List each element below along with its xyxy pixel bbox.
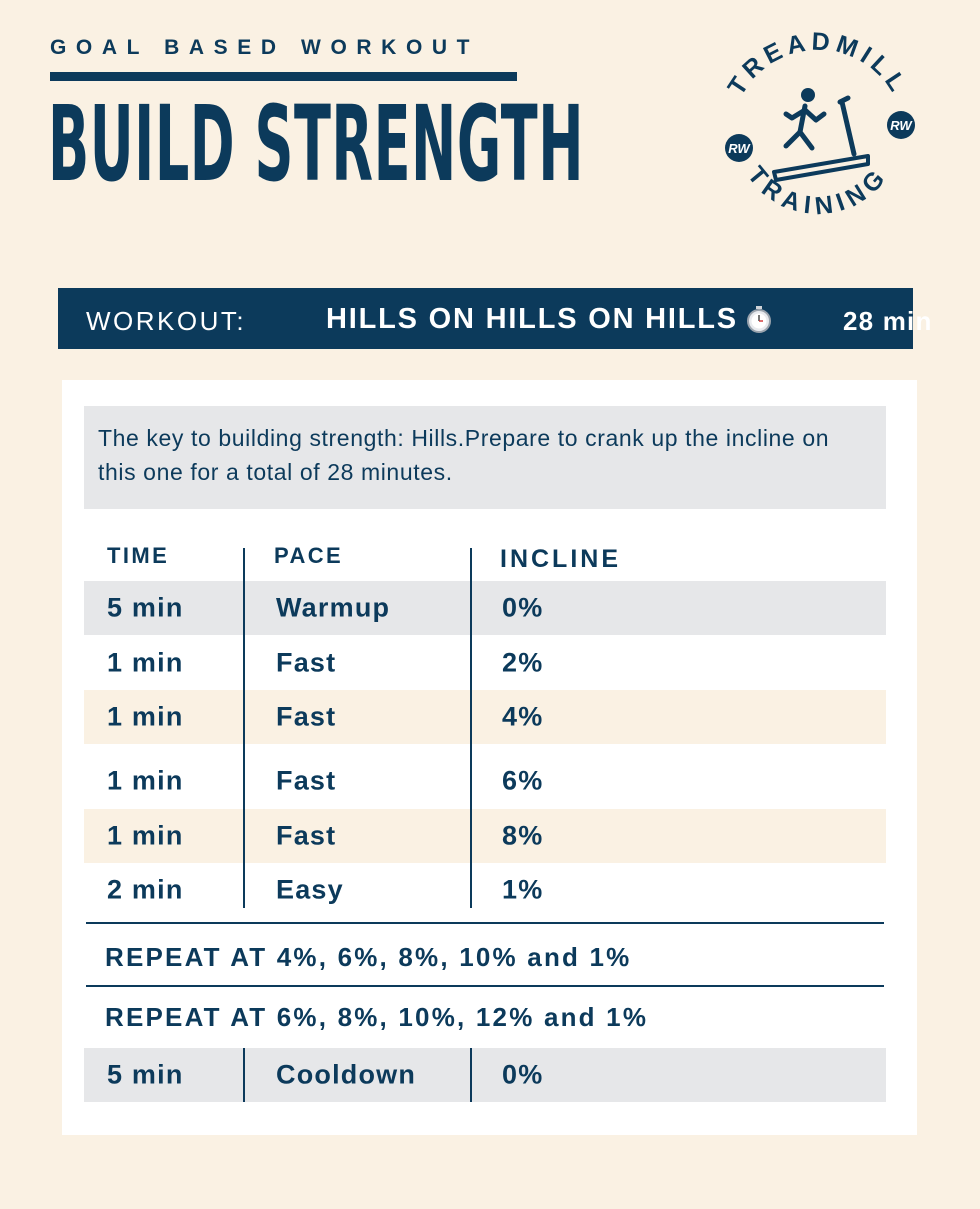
pace-cell: Fast	[276, 820, 337, 851]
column-header-time: TIME	[107, 543, 170, 568]
incline-cell: 8%	[502, 820, 544, 851]
table-row	[84, 809, 886, 863]
repeat-instruction: REPEAT AT 6%, 8%, 10%, 12% and 1%	[105, 1002, 649, 1032]
table-row	[84, 754, 886, 808]
treadmill-training-badge	[712, 30, 924, 242]
section-divider	[86, 985, 884, 987]
pace-cell: Fast	[276, 765, 337, 796]
page-title: BUILD STRENGTH	[48, 83, 584, 205]
incline-cell: 0%	[502, 592, 544, 623]
pace-cell: Fast	[276, 701, 337, 732]
pace-cell: Cooldown	[276, 1059, 417, 1090]
time-cell: 5 min	[107, 592, 184, 623]
column-divider	[243, 1048, 245, 1102]
incline-cell: 6%	[502, 765, 544, 796]
svg-text:RW: RW	[890, 118, 912, 133]
column-divider	[470, 548, 472, 908]
kicker-text: GOAL BASED WORKOUT	[50, 36, 480, 59]
table-row	[84, 863, 886, 917]
column-divider	[470, 1048, 472, 1102]
table-row	[84, 690, 886, 744]
time-cell: 2 min	[107, 874, 184, 905]
pace-cell: Fast	[276, 647, 337, 678]
workout-name: HILLS ON HILLS ON HILLS	[326, 303, 738, 335]
rw-left-icon	[725, 134, 753, 162]
incline-cell: 0%	[502, 1059, 544, 1090]
workout-duration: 28 min	[843, 306, 933, 336]
pace-cell: Warmup	[276, 592, 391, 623]
column-divider	[243, 548, 245, 908]
treadmill-runner-icon	[774, 88, 868, 180]
workout-banner	[58, 288, 933, 349]
time-cell: 5 min	[107, 1059, 184, 1090]
incline-cell: 1%	[502, 874, 544, 905]
badge-bottom-text: TRAINING	[741, 160, 895, 221]
badge-top-text: TREADMILL	[722, 30, 914, 101]
time-cell: 1 min	[107, 701, 184, 732]
time-cell: 1 min	[107, 765, 184, 796]
column-header-pace: PACE	[274, 543, 344, 568]
kicker-underline	[50, 72, 517, 81]
time-cell: 1 min	[107, 820, 184, 851]
pace-cell: Easy	[276, 874, 344, 905]
table-row	[84, 581, 886, 635]
rw-right-icon	[887, 111, 915, 139]
incline-cell: 4%	[502, 701, 544, 732]
cooldown-row	[84, 1048, 886, 1102]
repeat-instruction: REPEAT AT 4%, 6%, 8%, 10% and 1%	[105, 942, 632, 972]
table-row	[84, 636, 886, 690]
intro-text: The key to building strength: Hills.Prepare to crank up the incline on this one for a total of 28 minutes.	[84, 406, 886, 509]
svg-text:RW: RW	[728, 141, 750, 156]
incline-cell: 2%	[502, 647, 544, 678]
section-divider	[86, 922, 884, 924]
column-header-incline: INCLINE	[500, 545, 621, 573]
workout-label: WORKOUT:	[86, 306, 247, 336]
time-cell: 1 min	[107, 647, 184, 678]
stopwatch-icon	[746, 305, 772, 333]
